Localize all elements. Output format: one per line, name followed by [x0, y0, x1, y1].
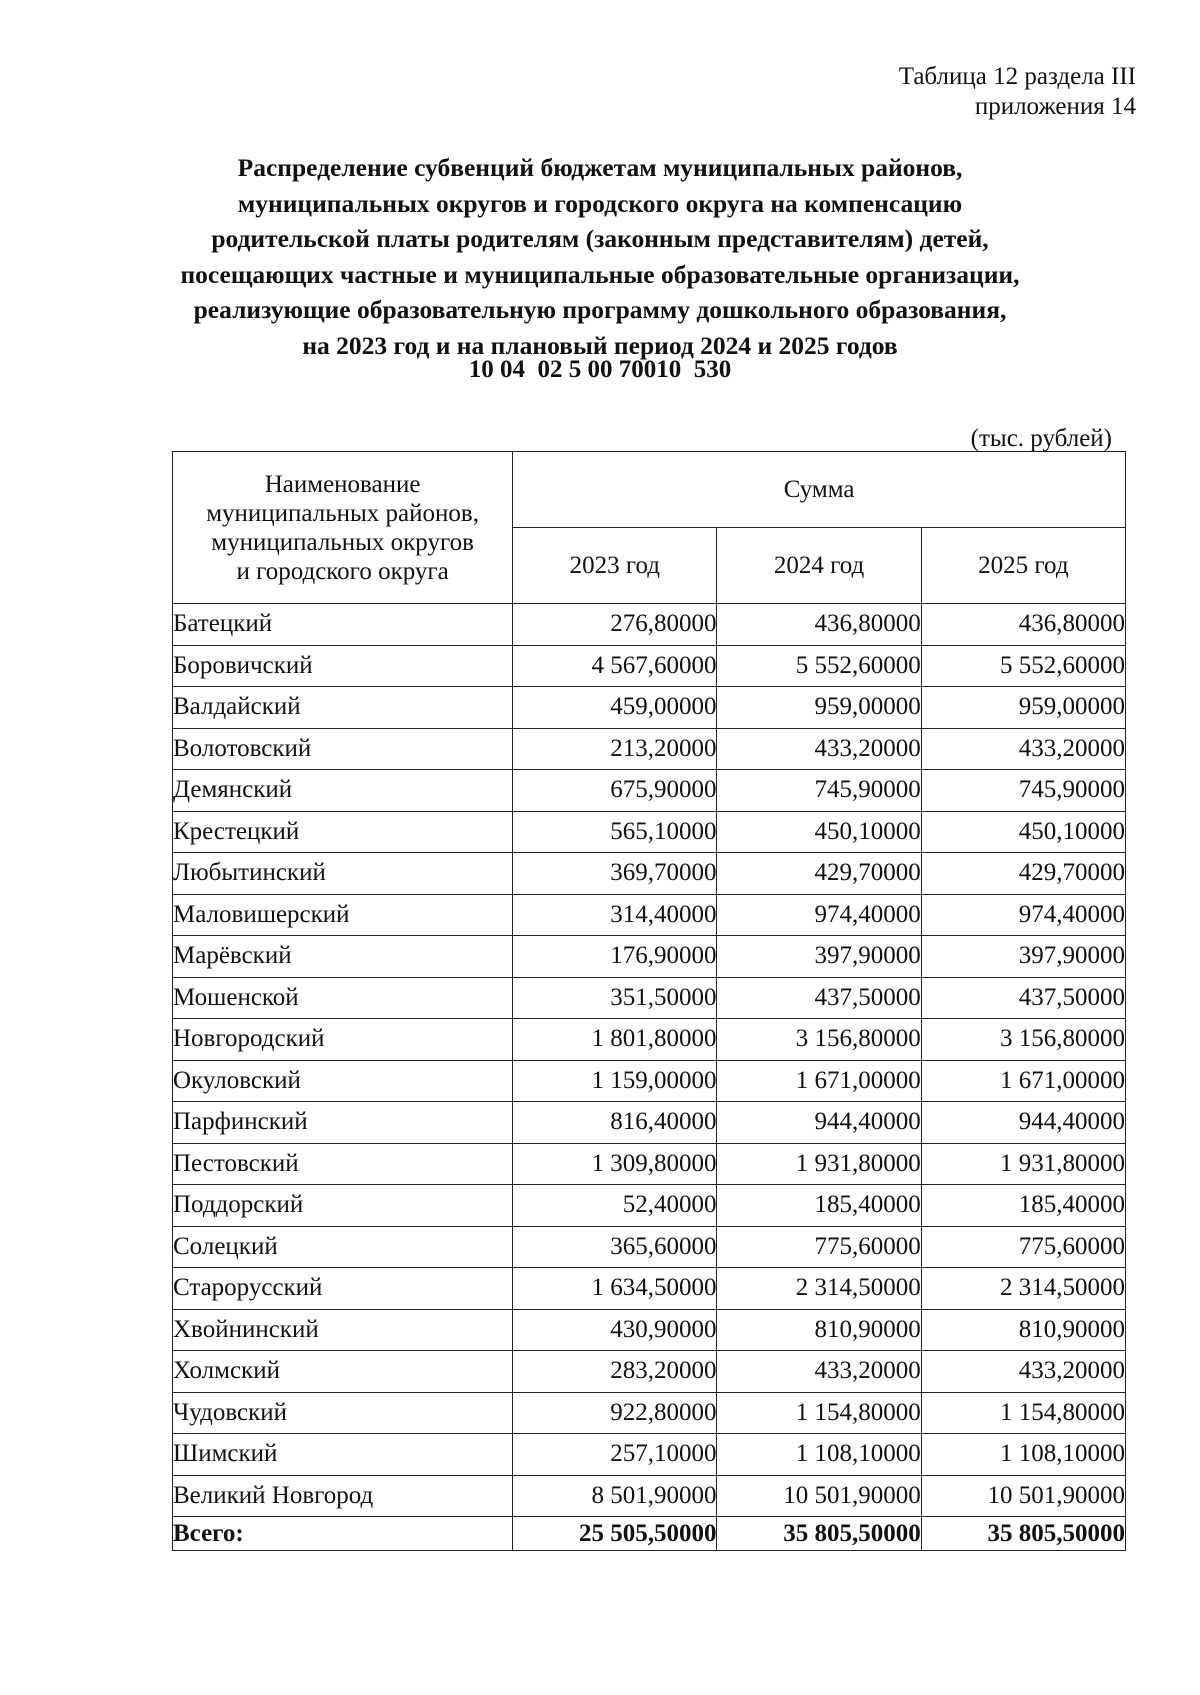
district-name: Новгородский: [173, 1019, 513, 1061]
value-2025: 1 108,10000: [921, 1434, 1125, 1476]
value-2024: 450,10000: [717, 811, 921, 853]
table-row: [173, 1309, 1126, 1351]
title-line: на 2023 год и на плановый период 2024 и 2025 годов: [302, 330, 898, 360]
unit-label: (тыс. рублей): [970, 425, 1112, 452]
district-name: Боровичский: [173, 645, 513, 687]
district-name: Старорусский: [173, 1268, 513, 1310]
table-row: [173, 1185, 1126, 1227]
value-2025: 437,50000: [921, 977, 1125, 1019]
district-name: Мошенской: [173, 977, 513, 1019]
value-2025: 1 671,00000: [921, 1060, 1125, 1102]
value-2023: 459,00000: [513, 687, 717, 729]
value-2024: 437,50000: [717, 977, 921, 1019]
value-2025: 429,70000: [921, 853, 1125, 895]
document-title: [0, 150, 1200, 363]
value-2023: 675,90000: [513, 770, 717, 812]
district-name: Крестецкий: [173, 811, 513, 853]
table-row: [173, 604, 1126, 646]
value-2025: 433,20000: [921, 728, 1125, 770]
district-name: Волотовский: [173, 728, 513, 770]
value-2023: 1 159,00000: [513, 1060, 717, 1102]
value-2023: 922,80000: [513, 1392, 717, 1434]
district-name: Чудовский: [173, 1392, 513, 1434]
table-row: [173, 1060, 1126, 1102]
district-name: Парфинский: [173, 1102, 513, 1144]
value-2023: 314,40000: [513, 894, 717, 936]
value-2024: 185,40000: [717, 1185, 921, 1227]
value-2025: 3 156,80000: [921, 1019, 1125, 1061]
value-2025: 10 501,90000: [921, 1475, 1125, 1517]
table-row: [173, 1143, 1126, 1185]
value-2025: 959,00000: [921, 687, 1125, 729]
value-2025: 944,40000: [921, 1102, 1125, 1144]
value-2025: 433,20000: [921, 1351, 1125, 1393]
value-2024: 1 931,80000: [717, 1143, 921, 1185]
table-row: [173, 977, 1126, 1019]
table-row: [173, 894, 1126, 936]
table-row: [173, 1268, 1126, 1310]
value-2023: 283,20000: [513, 1351, 717, 1393]
district-name: Демянский: [173, 770, 513, 812]
table-row: [173, 1102, 1126, 1144]
value-2025: 745,90000: [921, 770, 1125, 812]
table-row: [173, 687, 1126, 729]
table-row: [173, 1351, 1126, 1393]
value-2023: 816,40000: [513, 1102, 717, 1144]
value-2024: 974,40000: [717, 894, 921, 936]
value-2023: 52,40000: [513, 1185, 717, 1227]
value-2024: 3 156,80000: [717, 1019, 921, 1061]
value-2025: 810,90000: [921, 1309, 1125, 1351]
value-2024: 1 108,10000: [717, 1434, 921, 1476]
table-reference: [899, 62, 1136, 122]
value-2023: 8 501,90000: [513, 1475, 717, 1517]
district-name: Великий Новгород: [173, 1475, 513, 1517]
district-name: Солецкий: [173, 1226, 513, 1268]
value-2023: 276,80000: [513, 604, 717, 646]
value-2025: 775,60000: [921, 1226, 1125, 1268]
year-2023-header: 2023 год: [513, 528, 717, 604]
value-2024: 436,80000: [717, 604, 921, 646]
district-name: Любытинский: [173, 853, 513, 895]
value-2023: 565,10000: [513, 811, 717, 853]
year-2025-header: 2025 год: [921, 528, 1125, 604]
district-name: Хвойнинский: [173, 1309, 513, 1351]
value-2025: 2 314,50000: [921, 1268, 1125, 1310]
district-name: Марёвский: [173, 936, 513, 978]
table-row: [173, 728, 1126, 770]
title-line: реализующие образовательную программу дошкольного образования,: [193, 295, 1007, 324]
value-2025: 1 154,80000: [921, 1392, 1125, 1434]
header-line: муниципальных районов,: [206, 499, 479, 527]
district-name: Батецкий: [173, 604, 513, 646]
appendix-reference-line: приложения 14: [974, 93, 1136, 120]
budget-classification-code: 10 04 02 5 00 70010 530: [468, 356, 732, 383]
value-2023: 257,10000: [513, 1434, 717, 1476]
table-row: [173, 1019, 1126, 1061]
table-row: [173, 770, 1126, 812]
value-2024: 397,90000: [717, 936, 921, 978]
year-2024-header: 2024 год: [717, 528, 921, 604]
title-line: посещающих частные и муниципальные образовательные организации,: [180, 259, 1020, 289]
value-2024: 1 671,00000: [717, 1060, 921, 1102]
value-2025: 974,40000: [921, 894, 1125, 936]
table-reference-line: Таблица 12 раздела III: [898, 63, 1136, 90]
value-2023: 351,50000: [513, 977, 717, 1019]
district-name: Шимский: [173, 1434, 513, 1476]
header-line: и городского округа: [236, 557, 449, 585]
table-header-row: [173, 452, 1126, 528]
value-2025: 397,90000: [921, 936, 1125, 978]
value-2024: 433,20000: [717, 728, 921, 770]
table-row: [173, 811, 1126, 853]
value-2023: 1 801,80000: [513, 1019, 717, 1061]
total-row: [173, 1517, 1126, 1551]
district-name: Валдайский: [173, 687, 513, 729]
sum-column-header: Сумма: [513, 452, 1126, 528]
value-2024: 1 154,80000: [717, 1392, 921, 1434]
value-2025: 1 931,80000: [921, 1143, 1125, 1185]
table-row: [173, 645, 1126, 687]
value-2023: 1 634,50000: [513, 1268, 717, 1310]
district-name: Пестовский: [173, 1143, 513, 1185]
table-row: [173, 853, 1126, 895]
value-2023: 1 309,80000: [513, 1143, 717, 1185]
value-2023: 430,90000: [513, 1309, 717, 1351]
total-2025: 35 805,50000: [921, 1517, 1125, 1551]
district-name: Окуловский: [173, 1060, 513, 1102]
value-2023: 213,20000: [513, 728, 717, 770]
district-name: Холмский: [173, 1351, 513, 1393]
value-2023: 365,60000: [513, 1226, 717, 1268]
total-2024: 35 805,50000: [717, 1517, 921, 1551]
value-2025: 185,40000: [921, 1185, 1125, 1227]
value-2024: 745,90000: [717, 770, 921, 812]
value-2023: 4 567,60000: [513, 645, 717, 687]
district-name: Маловишерский: [173, 894, 513, 936]
value-2024: 2 314,50000: [717, 1268, 921, 1310]
title-line: муниципальных округов и городского округа на компенсацию: [237, 188, 963, 218]
value-2024: 433,20000: [717, 1351, 921, 1393]
title-line: родительской платы родителям (законным представителям) детей,: [211, 224, 989, 253]
name-column-header: [173, 452, 513, 604]
value-2025: 436,80000: [921, 604, 1125, 646]
table-row: [173, 936, 1126, 978]
value-2024: 944,40000: [717, 1102, 921, 1144]
title-line: Распределение субвенций бюджетам муниципальных районов,: [237, 153, 963, 182]
total-label: Всего:: [173, 1517, 513, 1551]
value-2024: 429,70000: [717, 853, 921, 895]
value-2024: 5 552,60000: [717, 645, 921, 687]
header-line: Наименование: [264, 470, 421, 498]
value-2025: 450,10000: [921, 811, 1125, 853]
value-2023: 176,90000: [513, 936, 717, 978]
header-line: муниципальных округов: [211, 528, 474, 556]
total-2023: 25 505,50000: [513, 1517, 717, 1551]
district-name: Поддорский: [173, 1185, 513, 1227]
value-2023: 369,70000: [513, 853, 717, 895]
table-row: [173, 1392, 1126, 1434]
value-2025: 5 552,60000: [921, 645, 1125, 687]
value-2024: 10 501,90000: [717, 1475, 921, 1517]
table-row: [173, 1434, 1126, 1476]
table-body: [173, 604, 1126, 1551]
value-2024: 775,60000: [717, 1226, 921, 1268]
subvention-table: [172, 451, 1126, 1551]
value-2024: 810,90000: [717, 1309, 921, 1351]
value-2024: 959,00000: [717, 687, 921, 729]
table-row: [173, 1475, 1126, 1517]
table-row: [173, 1226, 1126, 1268]
